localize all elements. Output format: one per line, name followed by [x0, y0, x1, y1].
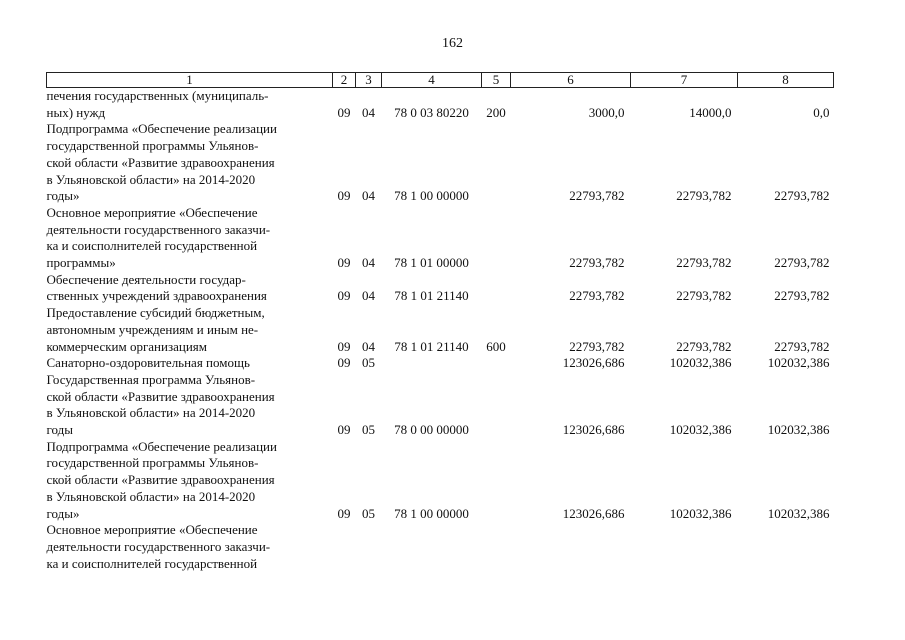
subsection-code-cell: 04 [362, 104, 375, 120]
amount-col-6-cell: 123026,686 [562, 355, 625, 371]
row-name-line: ской области «Развитие здравоохранения [46, 388, 275, 404]
section-code-cell: 09 [337, 355, 351, 371]
row-name-line: государственной программы Ульянов- [46, 455, 259, 471]
expense-type-cell: 600 [486, 338, 506, 354]
target-article-cell [382, 355, 482, 372]
table-row [47, 372, 834, 439]
target-article-cell: 78 1 00 00000 [394, 505, 469, 521]
amount-col-7-cell: 22793,782 [676, 338, 732, 354]
amount-col-8-cell: 22793,782 [774, 188, 830, 204]
header-col-7: 7 [631, 73, 738, 88]
expense-type-cell [482, 372, 511, 439]
row-name-line: деятельности государственного заказчи- [46, 221, 271, 237]
row-name-line: Санаторно-оздоровительная помощь [46, 355, 250, 371]
section-code-cell: 09 [337, 422, 351, 438]
header-col-1: 1 [47, 73, 333, 88]
row-name-line: в Ульяновской области» на 2014-2020 [46, 488, 256, 504]
subsection-code-cell [356, 522, 382, 572]
amount-col-8-cell: 102032,386 [767, 355, 830, 371]
subsection-code-cell: 05 [362, 355, 375, 371]
expense-type-cell [482, 121, 511, 205]
row-name-line: годы [46, 422, 73, 438]
row-name-cell [47, 272, 333, 305]
subsection-code-cell: 04 [362, 338, 375, 354]
page-number: 162 [442, 36, 463, 51]
row-name-line: в Ульяновской области» на 2014-2020 [46, 405, 256, 421]
section-code-cell: 09 [337, 255, 351, 271]
subsection-code-cell: 04 [362, 188, 375, 204]
row-name-cell [47, 439, 333, 523]
row-name-line: ка и соисполнителей государственной [46, 555, 258, 571]
expense-type-cell: 200 [486, 104, 506, 120]
row-name-line: Основное мероприятие «Обеспечение [46, 204, 258, 220]
row-name-line: ской области «Развитие здравоохранения [46, 154, 275, 170]
section-code-cell: 09 [337, 104, 351, 120]
expense-type-cell [482, 522, 511, 572]
row-name-line: печения государственных (муниципаль- [46, 88, 269, 103]
section-code-cell: 09 [337, 188, 351, 204]
target-article-cell: 78 1 00 00000 [394, 188, 469, 204]
row-name-line: Подпрограмма «Обеспечение реализации [46, 438, 277, 454]
section-code-cell: 09 [337, 338, 351, 354]
table-row [47, 121, 834, 205]
amount-col-7-cell: 22793,782 [676, 288, 732, 304]
table-row [47, 205, 834, 272]
row-name-line: ных) нужд [46, 104, 106, 120]
row-name-cell [47, 355, 333, 372]
header-col-2: 2 [333, 73, 356, 88]
amount-col-7-cell: 102032,386 [669, 355, 732, 371]
expense-type-cell [482, 439, 511, 523]
amount-col-7-cell: 14000,0 [689, 104, 732, 120]
amount-col-7-cell: 102032,386 [669, 505, 732, 521]
row-name-line: Обеспечение деятельности государ- [46, 271, 246, 287]
subsection-code-cell: 04 [362, 255, 375, 271]
amount-col-8-cell: 102032,386 [767, 422, 830, 438]
header-col-6: 6 [511, 73, 631, 88]
amount-col-6-cell: 123026,686 [562, 505, 625, 521]
target-article-cell: 78 1 01 21140 [394, 288, 469, 304]
row-name-line: в Ульяновской области» на 2014-2020 [46, 171, 256, 187]
amount-col-8-cell: 22793,782 [774, 338, 830, 354]
row-name-line: ка и соисполнителей государственной [46, 238, 258, 254]
row-name-cell [47, 372, 333, 439]
row-name-line: автономным учреждениям и иным не- [46, 321, 259, 337]
table-row [47, 439, 834, 523]
table-body [47, 88, 834, 573]
amount-col-6-cell: 123026,686 [562, 422, 625, 438]
row-name-line: коммерческим организациям [46, 338, 208, 354]
table-row [47, 355, 834, 372]
expense-type-cell [482, 205, 511, 272]
amount-col-6-cell: 22793,782 [569, 188, 625, 204]
target-article-cell: 78 1 01 21140 [394, 338, 469, 354]
row-name-line: государственной программы Ульянов- [46, 138, 259, 154]
row-name-line: Основное мероприятие «Обеспечение [46, 522, 258, 538]
header-col-8: 8 [738, 73, 834, 88]
target-article-cell: 78 0 03 80220 [394, 104, 469, 120]
target-article-cell: 78 0 00 00000 [394, 422, 469, 438]
table-row [47, 522, 834, 572]
row-name-line: Предоставление субсидий бюджетным, [46, 305, 265, 321]
table-row [47, 88, 834, 122]
row-name-cell [47, 88, 333, 122]
expense-type-cell [482, 355, 511, 372]
budget-table [46, 72, 834, 572]
amount-col-7-cell: 102032,386 [669, 422, 732, 438]
amount-col-6-cell: 22793,782 [569, 288, 625, 304]
expense-type-cell [482, 272, 511, 305]
subsection-code-cell: 04 [362, 288, 375, 304]
amount-col-8-cell: 102032,386 [767, 505, 830, 521]
table-row [47, 272, 834, 305]
section-code-cell: 09 [337, 288, 351, 304]
row-name-line: деятельности государственного заказчи- [46, 538, 271, 554]
amount-col-8-cell [738, 522, 834, 572]
amount-col-8-cell: 22793,782 [774, 255, 830, 271]
subsection-code-cell: 05 [362, 422, 375, 438]
amount-col-7-cell: 22793,782 [676, 188, 732, 204]
row-name-cell [47, 205, 333, 272]
row-name-cell [47, 522, 333, 572]
row-name-line: годы» [46, 505, 80, 521]
header-col-5: 5 [482, 73, 511, 88]
row-name-cell [47, 121, 333, 205]
row-name-line: Подпрограмма «Обеспечение реализации [46, 121, 277, 137]
amount-col-7-cell [631, 522, 738, 572]
target-article-cell: 78 1 01 00000 [394, 255, 469, 271]
amount-col-6-cell: 22793,782 [569, 338, 625, 354]
section-code-cell: 09 [337, 505, 351, 521]
subsection-code-cell: 05 [362, 505, 375, 521]
row-name-line: годы» [46, 188, 80, 204]
amount-col-8-cell: 22793,782 [774, 288, 830, 304]
amount-col-6-cell: 22793,782 [569, 255, 625, 271]
row-name-cell [47, 305, 333, 355]
section-code-cell [333, 522, 356, 572]
row-name-line: ственных учреждений здравоохранения [46, 288, 267, 304]
table-header-row [47, 73, 834, 88]
row-name-line: ской области «Развитие здравоохранения [46, 472, 275, 488]
header-col-4: 4 [382, 73, 482, 88]
amount-col-7-cell: 22793,782 [676, 255, 732, 271]
amount-col-8-cell: 0,0 [813, 104, 830, 120]
amount-col-6-cell [511, 522, 631, 572]
row-name-line: программы» [46, 255, 116, 271]
header-col-3: 3 [356, 73, 382, 88]
target-article-cell [382, 522, 482, 572]
amount-col-6-cell: 3000,0 [588, 104, 625, 120]
table-row [47, 305, 834, 355]
row-name-line: Государственная программа Ульянов- [46, 371, 256, 387]
